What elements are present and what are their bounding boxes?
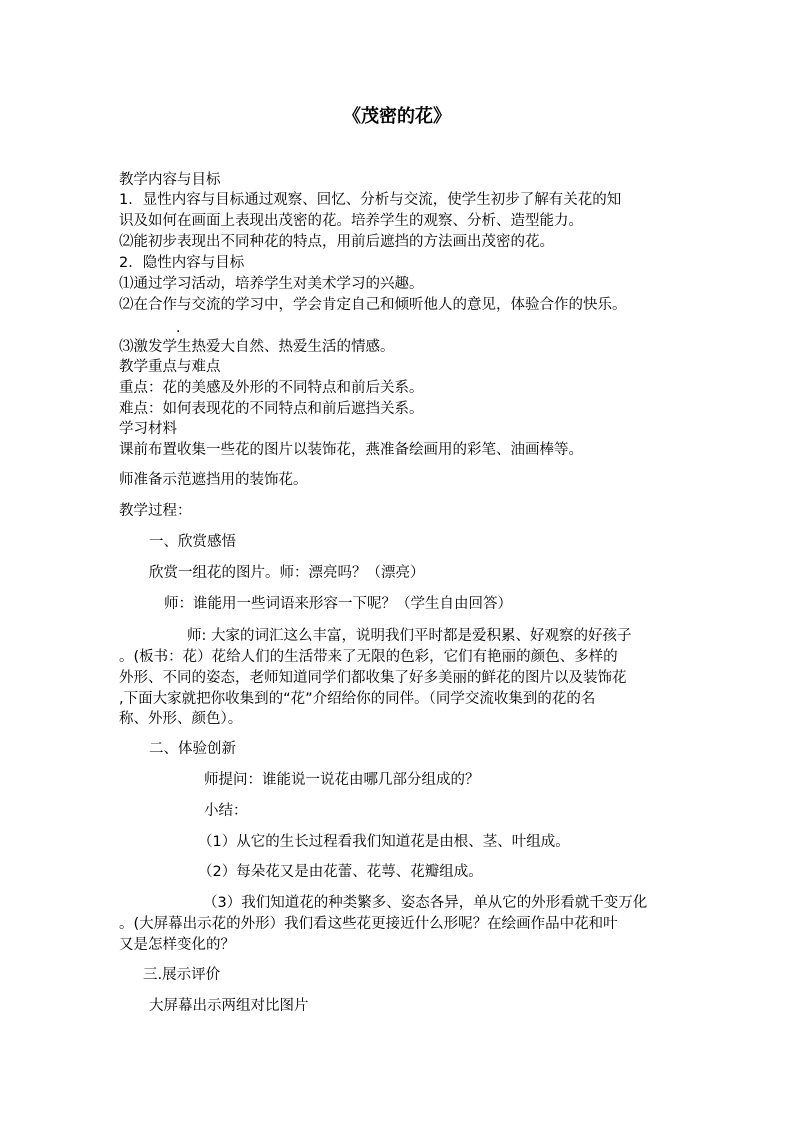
- paragraph-line: ⑵在合作与交流的学习中，学会肯定自己和倾听他人的意见，体验合作的快乐。: [119, 297, 627, 313]
- paragraph-line: 识及如何在画面上表现出茂密的花。培养学生的观察、分析、造型能力。: [119, 213, 583, 229]
- paragraph-line: 重点：花的美感及外形的不同特点和前后关系。: [119, 380, 424, 396]
- paragraph-line: 师准备示范遮挡用的装饰花。: [119, 472, 308, 488]
- paragraph-line: ,下面大家就把你收集到的“花”介绍给你的同伴。（同学交流收集到的花的名: [119, 691, 596, 707]
- subsection-heading-appreciation: 一、欣赏感悟: [149, 534, 236, 550]
- stray-dot: .: [176, 320, 181, 336]
- section-heading-key-points: 教学重点与难点: [119, 359, 221, 375]
- paragraph-line: ⑶激发学生热爱大自然、热爱生活的情感。: [119, 339, 395, 355]
- paragraph-line: 1．显性内容与目标通过观察、回忆、分析与交流，使学生初步了解有关花的知: [119, 192, 622, 208]
- paragraph-line: 师提问：谁能说一说花由哪几部分组成的？: [204, 772, 480, 788]
- paragraph-line: 课前布置收集一些花的图片以装饰花，燕准备绘画用的彩笔、油画棒等。: [119, 442, 583, 458]
- paragraph-line: 称、外形、颜色）。: [119, 711, 243, 727]
- paragraph-line: 大屏幕出示两组对比图片: [149, 998, 309, 1014]
- list-item: （1）从它的生长过程看我们知道花是由根、茎、叶组成。: [198, 834, 570, 850]
- section-heading-materials: 学习材料: [119, 421, 177, 437]
- subsection-heading-display: 三.展示评价: [143, 967, 221, 983]
- paragraph-line: 师：谁能用一些词语来形容一下呢？（学生自由回答）: [164, 596, 512, 612]
- paragraph-line: 欣赏一组花的图片。师：漂亮吗？（漂亮）: [149, 565, 425, 581]
- paragraph-line: 又是怎样变化的？: [119, 937, 235, 953]
- paragraph-line: ⑵能初步表现出不同种花的特点，用前后遮挡的方法画出茂密的花。: [119, 234, 554, 250]
- section-heading-content-goals: 教学内容与目标: [119, 172, 221, 188]
- paragraph-line: 小结：: [204, 803, 248, 819]
- paragraph-line: 师: 大家的词汇这么丰富，说明我们平时都是爱积累、好观察的好孩子: [187, 628, 632, 644]
- paragraph-line: 难点：如何表现花的不同特点和前后遮挡关系。: [119, 401, 424, 417]
- document-title: 《茂密的花》: [343, 106, 451, 127]
- paragraph-line: ⑴通过学习活动，培养学生对美术学习的兴趣。: [119, 276, 424, 292]
- section-heading-implicit-goals: 2．隐性内容与目标: [119, 255, 245, 271]
- list-item: （2）每朵花又是由花蕾、花萼、花瓣组成。: [198, 864, 483, 880]
- paragraph-line: 外形、不同的姿态，老师知道同学们都收集了好多美丽的鲜花的图片以及装饰花: [119, 670, 627, 686]
- subsection-heading-experience: 二、体验创新: [149, 741, 236, 757]
- paragraph-line: 。(大屏幕出示花的外形）我们看这些花更接近什么形呢？在绘画作品中花和叶: [119, 916, 618, 932]
- paragraph-line: 。(板书：花）花给人们的生活带来了无限的色彩，它们有艳丽的颜色、多样的: [119, 649, 618, 665]
- list-item: （3）我们知道花的种类繁多、姿态各异，单从它的外形看就千变万化: [203, 895, 648, 911]
- section-heading-process: 教学过程：: [119, 503, 192, 519]
